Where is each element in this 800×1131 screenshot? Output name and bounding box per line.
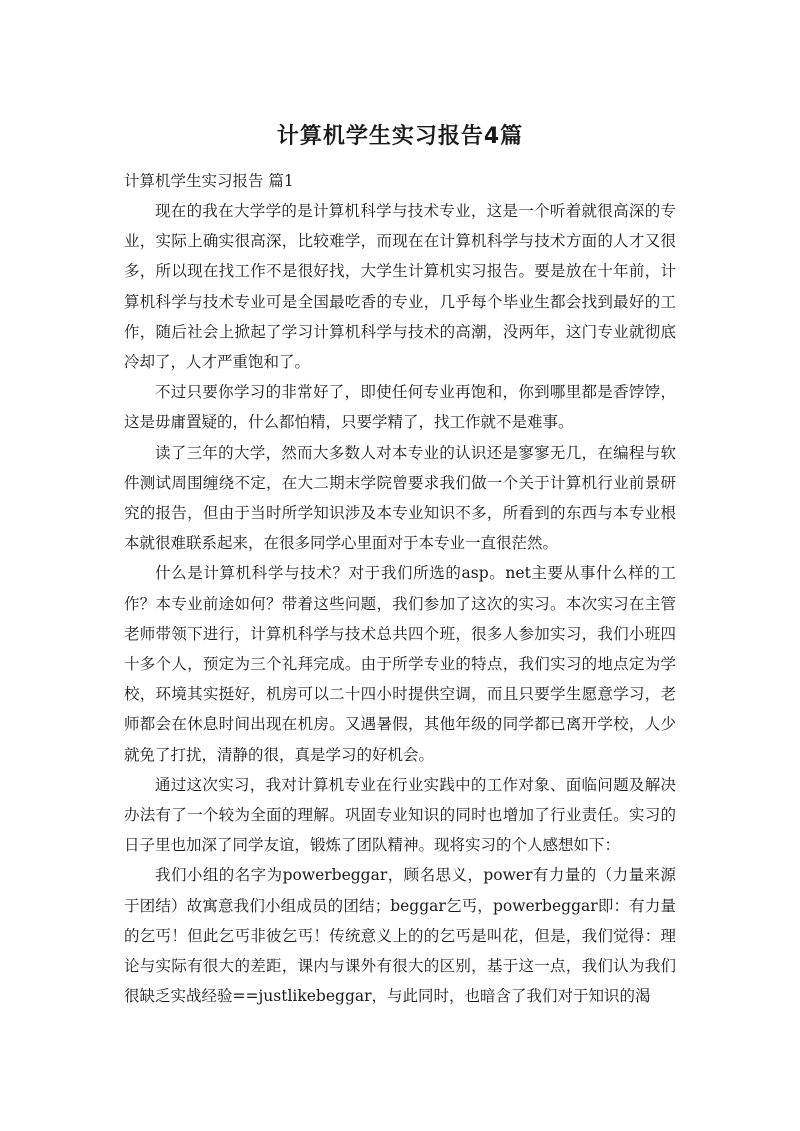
paragraph-3: 读了三年的大学，然而大多数人对本专业的认识还是寥寥无几，在编程与软件测试周围缠绕不定，在大二期末学院曾要求我们做一个关于计算机行业前景研究的报告，但由于当时所学知识涉及本专业知识不多，所看到的东西与本专业根本就很难联系起来，在很多同学心里面对于本专业一直很茫然。 (124, 443, 676, 553)
paragraph-4: 什么是计算机科学与技术？对于我们所选的asp。net主要从事什么样的工作？本专业前途如何？带着这些问题，我们参加了这次的实习。本次实习在主管老师带领下进行，计算机科学与技术总共四个班，很多人参加实习，我们小班四十多个人，预定为三个礼拜完成。由于所学专业的特点，我们实习的地点定为学校，环境其实挺好，机房可以二十四小时提供空调，而且只要学生愿意学习，老师都会在休息时间出现在机房。又遇暑假，其他年级的同学都已离开学校，人少就免了打扰，清静的很，真是学习的好机会。 (124, 564, 676, 764)
paragraph-2: 不过只要你学习的非常好了，即使任何专业再饱和，你到哪里都是香饽饽，这是毋庸置疑的，什么都怕精，只要学精了，找工作就不是难事。 (124, 383, 676, 432)
paragraph-5: 通过这次实习，我对计算机专业在行业实践中的工作对象、面临问题及解决办法有了一个较为全面的理解。巩固专业知识的同时也增加了行业责任。实习的日子里也加深了同学友谊，锻炼了团队精神。现将实习的个人感想如下： (124, 775, 676, 855)
document-title: 计算机学生实习报告4篇 (276, 124, 524, 149)
paragraph-6: 我们小组的名字为powerbeggar，顾名思义，power有力量的（力量来源于团结）故寓意我们小组成员的团结；beggar乞丐，powerbeggar即：有力量的乞丐！但此乞丐非彼乞丐！传统意义上的的乞丐是叫花，但是，我们觉得：理论与实际有很大的差距，课内与课外有很大的区别，基于这一点，我们认为我们很缺乏实战经验==justlikebeggar，与此同时，也暗含了我们对于知识的渴 (124, 866, 676, 1006)
section-heading: 计算机学生实习报告 篇1 (124, 172, 294, 190)
paragraph-1: 现在的我在大学学的是计算机科学与技术专业，这是一个听着就很高深的专业，实际上确实很高深，比较难学，而现在在计算机科学与技术方面的人才又很多，所以现在找工作不是很好找，大学生计算机实习报告。要是放在十年前，计算机科学与技术专业可是全国最吃香的专业，几乎每个毕业生都会找到最好的工作，随后社会上掀起了学习计算机科学与技术的高潮，没两年，这门专业就彻底冷却了，人才严重饱和了。 (124, 202, 676, 372)
